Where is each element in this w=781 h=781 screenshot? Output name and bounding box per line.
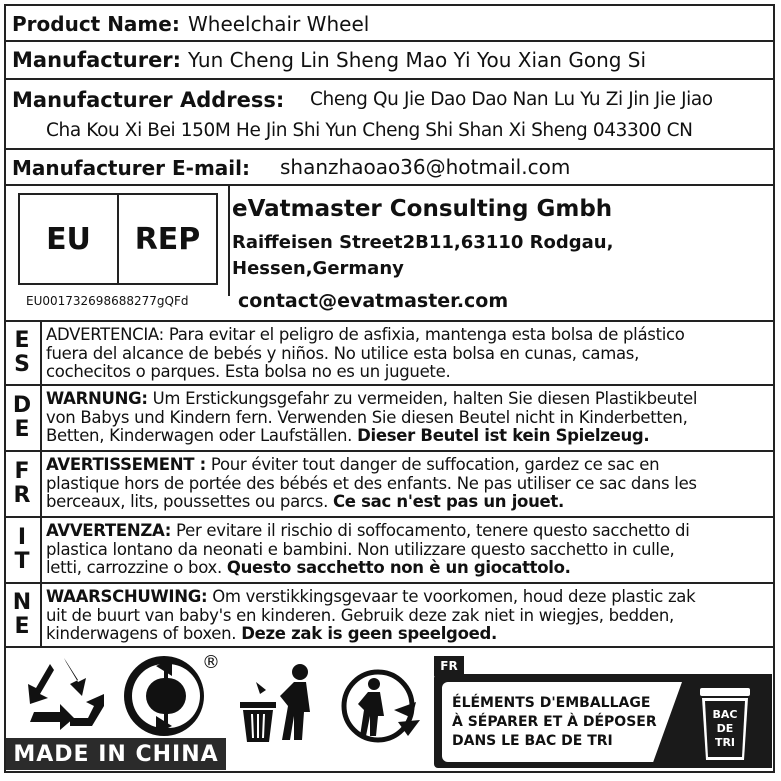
- warning-heading: AVVERTENZA:: [46, 521, 172, 540]
- manufacturer-row: [4, 42, 775, 80]
- lang-letter: N: [12, 590, 32, 615]
- product-name-row: [4, 4, 775, 42]
- warning-de: [4, 386, 775, 452]
- eu-rep-address-2: Hessen,Germany: [232, 258, 404, 279]
- recycle-hand-icon: [340, 666, 424, 746]
- lang-letter: I: [17, 525, 27, 550]
- lang-code-fr: [4, 452, 42, 516]
- triman-logo: [434, 656, 772, 768]
- warning-line: Pour éviter tout danger de suffocation, gardez ce sac en: [205, 455, 660, 474]
- warning-emphasis: Dieser Beutel ist kein Spielzeug.: [357, 426, 650, 445]
- eu-rep-badge: [18, 193, 218, 285]
- lang-letter: D: [12, 393, 32, 418]
- warning-line: ADVERTENCIA: Para evitar el peligro de asfixia, mantenga esta bolsa de plástico: [46, 325, 685, 344]
- address-line-1: Cheng Qu Jie Dao Dao Nan Lu Yu Zi Jin Jie Jiao: [310, 89, 713, 110]
- lang-letter: E: [14, 614, 30, 639]
- lang-code-ne: [4, 584, 42, 646]
- bin-line-3: TRI: [714, 736, 736, 749]
- warning-fr: [4, 452, 775, 518]
- lang-letter: S: [14, 352, 30, 377]
- email-value: shanzhaoao36@hotmail.com: [280, 155, 571, 179]
- eu-divider: [228, 186, 230, 296]
- lang-letter: E: [14, 417, 30, 442]
- warning-text-fr: [46, 456, 766, 512]
- warning-line: Betten, Kinderwagen oder Laufställen.: [46, 426, 358, 445]
- warning-es: [4, 322, 775, 386]
- warning-line: plastique hors de portée des bébés et des enfants. Ne pas utiliser ce sac dans les: [46, 473, 697, 493]
- warning-heading: WARNUNG:: [46, 389, 148, 408]
- lang-code-de: [4, 386, 42, 450]
- tidyman-icon: [236, 662, 326, 742]
- warning-line: plastica lontano da neonati e bambini. Non utilizzare questo sacchetto in culle,: [46, 539, 675, 559]
- warning-line: letti, carrozzine o box.: [46, 558, 227, 577]
- manufacturer-address-row: [4, 80, 775, 150]
- rep-badge-text: REP: [117, 195, 216, 283]
- manufacturer-email-row: [4, 150, 775, 186]
- warning-text-ne: [46, 588, 766, 644]
- warning-emphasis: Deze zak is geen speelgoed.: [241, 624, 497, 643]
- warning-emphasis: Ce sac n'est pas un jouet.: [332, 492, 564, 511]
- triman-text: [452, 694, 657, 751]
- eu-badge-text: EU: [46, 221, 91, 257]
- warning-line: Om verstikkingsgevaar te voorkomen, houd deze plastic zak: [207, 587, 696, 606]
- triman-line: À SÉPARER ET À DÉPOSER: [452, 714, 657, 730]
- warning-heading: AVERTISSEMENT :: [46, 455, 206, 474]
- lang-letter: R: [13, 483, 31, 508]
- eu-rep-company: eVatmaster Consulting Gmbh: [232, 196, 613, 222]
- warning-ne: [4, 584, 775, 648]
- warning-line: fuera del alcance de bebés y niños. No utilice esta bolsa en cunas, camas,: [46, 343, 640, 363]
- recycle-icon: [20, 654, 108, 734]
- warning-text-de: [46, 390, 766, 446]
- warning-line: uit de buurt van baby's en kinderen. Gebruik deze zak niet in wiegjes, bedden,: [46, 605, 674, 625]
- triman-line: ÉLÉMENTS D'EMBALLAGE: [452, 695, 651, 711]
- warning-emphasis: Questo sacchetto non è un giocattolo.: [226, 558, 571, 577]
- eu-rep-code: EU001732698688277gQFd: [26, 294, 189, 308]
- symbols-footer: [4, 648, 775, 773]
- lang-letter: F: [14, 459, 30, 484]
- warning-text-es: [46, 326, 766, 382]
- address-line-2: Cha Kou Xi Bei 150M He Jin Shi Yun Cheng Shi Shan Xi Sheng 043300 CN: [46, 120, 693, 141]
- warning-line: berceaux, lits, poussettes ou parcs.: [46, 492, 333, 511]
- warning-line: kinderwagens of boxen.: [46, 624, 242, 643]
- warning-line: cochecitos o parques. Esta bolsa no es un juguete.: [46, 362, 451, 381]
- warning-text-it: [46, 522, 766, 578]
- eu-rep-contact: contact@evatmaster.com: [238, 290, 509, 312]
- warning-heading: WAARSCHUWING:: [46, 587, 208, 606]
- triman-fr-tab: FR: [434, 656, 464, 676]
- recycling-bin-icon: [696, 686, 754, 762]
- eu-rep-address-1: Raiffeisen Street2B11,63110 Rodgau,: [232, 232, 614, 253]
- triman-line: DANS LE BAC DE TRI: [452, 733, 613, 749]
- manufacturer-label: Manufacturer:: [12, 48, 182, 72]
- bin-line-2: DE: [716, 722, 734, 735]
- registered-mark: ®: [202, 652, 220, 673]
- bin-line-1: BAC: [712, 708, 738, 721]
- lang-letter: T: [14, 549, 30, 574]
- lang-letter: E: [14, 328, 30, 353]
- lang-code-es: [4, 322, 42, 384]
- green-dot-icon: [122, 654, 206, 738]
- address-label: Manufacturer Address:: [12, 88, 285, 112]
- product-name-value: Wheelchair Wheel: [188, 12, 370, 36]
- eu-rep-section: [4, 186, 775, 322]
- warning-line: von Babys und Kindern fern. Verwenden Sie diesen Beutel nicht in Kinderbetten,: [46, 407, 688, 427]
- manufacturer-value: Yun Cheng Lin Sheng Mao Yi You Xian Gong Si: [188, 48, 647, 72]
- warning-line: Per evitare il rischio di soffocamento, tenere questo sacchetto di: [171, 521, 690, 540]
- product-name-label: Product Name:: [12, 12, 180, 36]
- lang-code-it: [4, 518, 42, 582]
- made-in-china-banner: MADE IN CHINA: [6, 738, 226, 770]
- email-label: Manufacturer E-mail:: [12, 156, 250, 180]
- warning-line: Um Erstickungsgefahr zu vermeiden, halten Sie diesen Plastikbeutel: [147, 389, 698, 408]
- warning-it: [4, 518, 775, 584]
